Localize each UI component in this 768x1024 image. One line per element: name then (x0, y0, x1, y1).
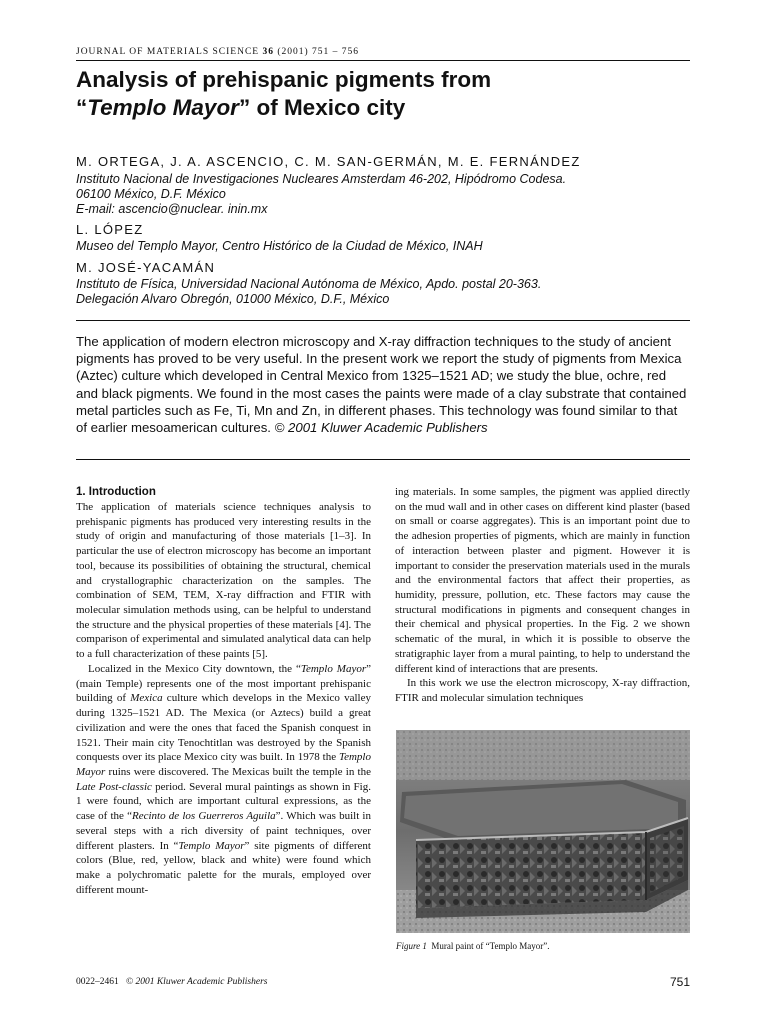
figure-caption-text: Mural paint of “Templo Mayor”. (431, 941, 550, 951)
abstract-text: The application of modern electron microscopy and X-ray diffraction techniques to the study of ancient pigments has proved to be very useful. In the present work we report the study of pigments from Mexica (Aztec) culture which developed in Central Mexico from 1325–1521 AD; we study the blue, ochre, red and black pigments. We found in the most cases the paints were made of a clay substrate that contained metal particles such as Fe, Ti, Mn and Zn, in different phases. This technology was found similar to that of earlier mesoamerican cultures. (76, 334, 687, 436)
footer-issn: 0022–2461 (76, 977, 119, 987)
page-number: 751 (669, 975, 690, 989)
title-rest: ” of Mexico city (238, 95, 406, 120)
figure-1-caption (396, 941, 690, 951)
abstract-copyright: © 2001 Kluwer Academic Publishers (274, 420, 488, 436)
figure-1-photo (396, 730, 690, 933)
affiliation-2-line: Museo del Templo Mayor, Centro Histórico de la Ciudad de México, INAH (76, 239, 483, 253)
figure-label: Figure 1 (396, 941, 427, 951)
paragraph: ing materials. In some samples, the pigment was applied directly on the mud wall and in other cases on different kind plaster (based on small or coarse aggregates). This is an important point due to the adhesion properties of pigments, which are mainly in function of interaction between plaster and pigment. However it is important to consider the preservation materials used in the murals and the environmental factors that affect their properties, as humidity, pressure, pollution, etc. These factors may cause the structural modifications in pigments and consequent changes in their chemical and physical properties. In the Fig. 2 we shown schematic of the mural, in which it is possible to observe the stratigraphic layer from a mural painting, to help to understand the different kind of interactions that are presents. (395, 486, 690, 675)
abstract-bottom-rule (76, 459, 690, 460)
abstract-top-rule (76, 320, 690, 321)
author-group-2: L. LÓPEZ (76, 222, 144, 237)
header-rule (76, 60, 690, 61)
right-column (395, 485, 690, 706)
footer-issn-copyright (76, 977, 268, 987)
paragraph: The application of materials science techniques analysis to prehispanic pigments has produced very interesting results in the study of origin and manufacturing of those materials [1–3]. In particular the use of electron microscopy has become an important tool, because its possibilities of obtaining the structural, chemical and crystallographic characterization on the samples. The combination of SEM, TEM, X-ray diffraction and FTIR with molecular simulation methods using, can be helpful to understand the structure and the physical properties of these materials [4]. The comparison of experimental and simulated analytical data can help to a full characterization of these paints [5]. (76, 501, 371, 661)
title-line-1: Analysis of prehispanic pigments from (76, 67, 492, 92)
author-group-3: M. JOSÉ-YACAMÁN (76, 260, 216, 275)
footer-copyright: © 2001 Kluwer Academic Publishers (125, 977, 268, 987)
paragraph: Localized in the Mexico City downtown, the “Templo Mayor” (main Temple) represents one of the most important prehispanic building of Mexica culture which develops in the Mexico valley during 1325–1521 AD. The Mexica (or Aztecs) build a great civilization and were the ones that faced the Spanish conquest in 1521. Their main city Tenochtitlan was destroyed by the Spanish conquests over its place Mexico city was built. In 1978 the Templo Mayor ruins were discovered. The Mexicas built the temple in the Late Post-classic period. Several mural paintings as shown in Fig. 1 were found, which are important cultural expressions, as the case of the “Recinto de los Guerreros Aguila”. Which was built in several steps with a rich diversity of paint techniques, over different plasters. In “Templo Mayor” site pigments of different colors (Blue, red, yellow, black and white) were found which make a polychromatic palette for the murals, employed over different mount- (76, 662, 372, 896)
affiliation-2 (76, 239, 690, 254)
affiliation-3-line: Instituto de Física, Universidad Nacional Autónoma de México, Apdo. postal 20-363. (76, 277, 542, 291)
affiliation-1-email: E-mail: ascencio@nuclear. inin.mx (76, 202, 268, 216)
title-open-quote: “ (76, 95, 88, 120)
abstract (76, 333, 690, 436)
affiliation-3-line: Delegación Alvaro Obregón, 01000 México, D.F., México (76, 292, 390, 306)
affiliation-1 (76, 172, 690, 217)
journal-volume: 36 (262, 47, 274, 57)
journal-header (76, 47, 690, 57)
journal-year-pages: (2001) 751 – 756 (277, 47, 360, 57)
left-column (76, 485, 371, 897)
affiliation-3 (76, 277, 690, 307)
paper-title (76, 66, 690, 122)
journal-name: JOURNAL OF MATERIALS SCIENCE (76, 47, 260, 57)
affiliation-1-line: Instituto Nacional de Investigaciones Nucleares Amsterdam 46-202, Hipódromo Codesa. (76, 172, 567, 186)
paragraph: In this work we use the electron microscopy, X-ray diffraction, FTIR and molecular simulation techniques (395, 677, 690, 705)
section-heading: 1. Introduction (76, 486, 156, 498)
affiliation-1-line: 06100 México, D.F. México (76, 187, 226, 201)
title-italic: Templo Mayor (87, 95, 239, 120)
title-line-2 (76, 94, 690, 122)
author-group-1: M. ORTEGA, J. A. ASCENCIO, C. M. SAN-GERMÁN, M. E. FERNÁNDEZ (76, 154, 581, 169)
